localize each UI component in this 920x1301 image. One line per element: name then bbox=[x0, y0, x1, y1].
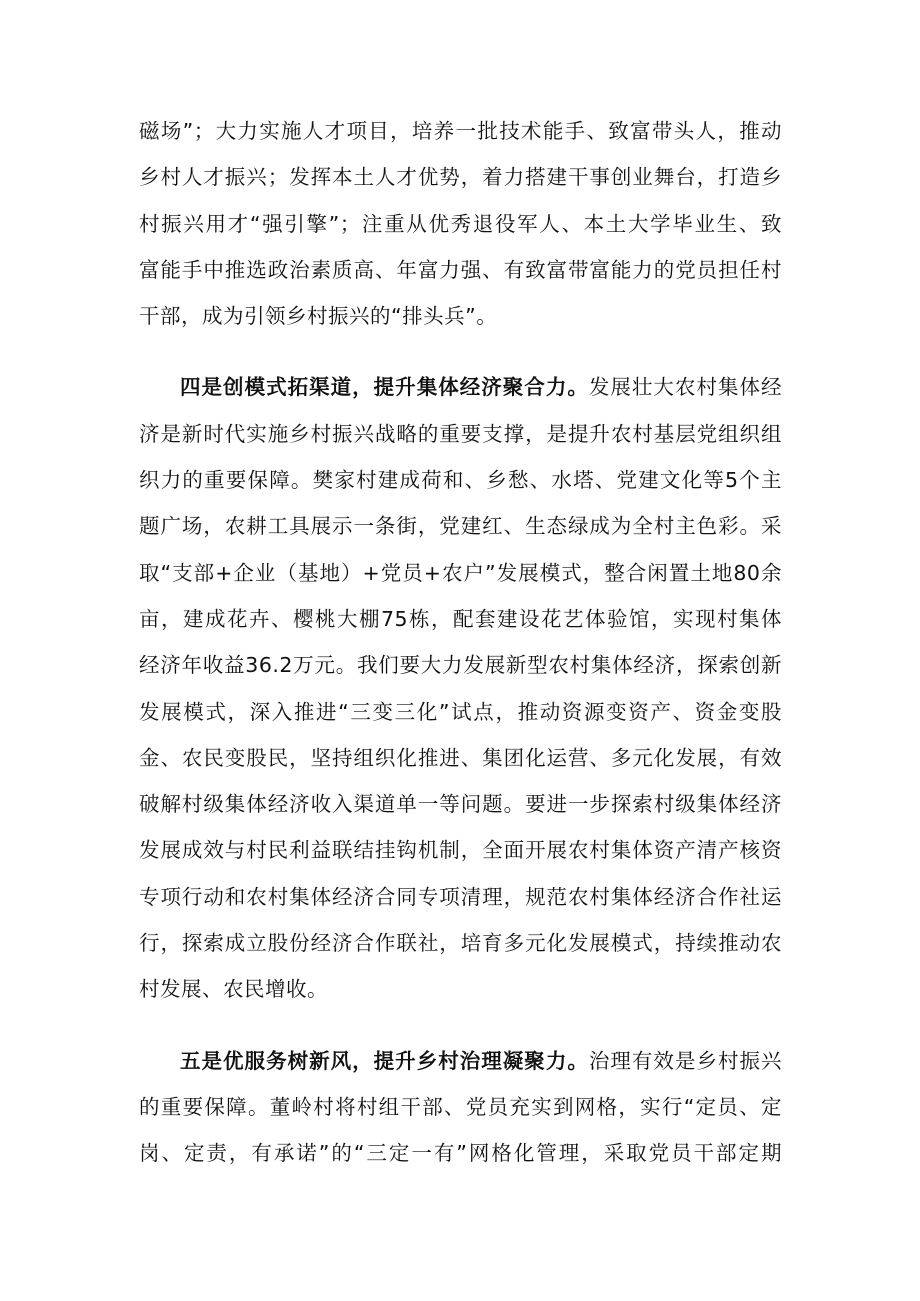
text-line: 村振兴用才“强引擎”；注重从优秀退役军人、本土大学毕业生、致 bbox=[139, 211, 782, 236]
text-line: 织力的重要保障。樊家村建成荷和、乡愁、水塔、党建文化等5个主 bbox=[139, 468, 782, 493]
text-line: 题广场，农耕工具展示一条街，党建红、生态绿成为全村主色彩。采 bbox=[139, 514, 782, 539]
text-line: 亩，建成花卉、樱桃大棚75栋，配套建设花艺体验馆，实现村集体 bbox=[139, 606, 782, 631]
text-line: 富能手中推选政治素质高、年富力强、有致富带富能力的党员担任村 bbox=[139, 257, 782, 282]
text-line: 磁场”；大力实施人才项目，培养一批技术能手、致富带头人，推动 bbox=[139, 119, 782, 143]
paragraph bbox=[139, 364, 782, 1012]
text-line: 乡村人才振兴；发挥本土人才优势，着力搭建干事创业舞台，打造乡 bbox=[139, 165, 782, 190]
text-line: 专项行动和农村集体经济合同专项清理，规范农村集体经济合作社运 bbox=[139, 884, 782, 909]
text-line: 五是优服务树新风，提升乡村治理凝聚力。治理有效是乡村振兴 bbox=[180, 1048, 782, 1073]
text-line: 经济年收益36.2万元。我们要大力发展新型农村集体经济，探索创新 bbox=[139, 653, 782, 678]
paragraph bbox=[139, 108, 782, 339]
paragraph-heading: 五是优服务树新风，提升乡村治理凝聚力。 bbox=[180, 1048, 589, 1073]
paragraph-gap bbox=[139, 339, 782, 364]
text-line: 岗、定责，有承诺”的“三定一有”网格化管理，采取党员干部定期 bbox=[139, 1141, 782, 1166]
text-line: 取“支部+企业（基地）+党员+农户”发展模式，整合闲置土地80余 bbox=[139, 560, 782, 585]
text-line: 四是创模式拓渠道，提升集体经济聚合力。发展壮大农村集体经 bbox=[180, 375, 782, 400]
text-line: 发展成效与村民利益联结挂钩机制，全面开展农村集体资产清产核资 bbox=[139, 838, 782, 863]
text-line: 的重要保障。董岭村将村组干部、党员充实到网格，实行“定员、定 bbox=[139, 1094, 782, 1119]
text-line: 行，探索成立股份经济合作联社，培育多元化发展模式，持续推动农 bbox=[139, 931, 782, 956]
text-line: 济是新时代实施乡村振兴战略的重要支撑，是提升农村基层党组织组 bbox=[139, 421, 782, 446]
text-line: 金、农民变股民，坚持组织化推进、集团化运营、多元化发展，有效 bbox=[139, 745, 782, 770]
text-line: 村发展、农民增收。 bbox=[139, 977, 328, 1002]
paragraph-gap bbox=[139, 1013, 782, 1038]
paragraph bbox=[139, 1038, 782, 1177]
paragraph-heading: 四是创模式拓渠道，提升集体经济聚合力。 bbox=[180, 375, 589, 400]
text-line: 发展模式，深入推进“三变三化”试点，推动资源变资产、资金变股 bbox=[139, 699, 782, 724]
text-line: 干部，成为引领乡村振兴的“排头兵”。 bbox=[139, 304, 498, 329]
document-body bbox=[139, 108, 782, 1177]
text-line: 破解村级集体经济收入渠道单一等问题。要进一步探索村级集体经济 bbox=[139, 792, 782, 817]
